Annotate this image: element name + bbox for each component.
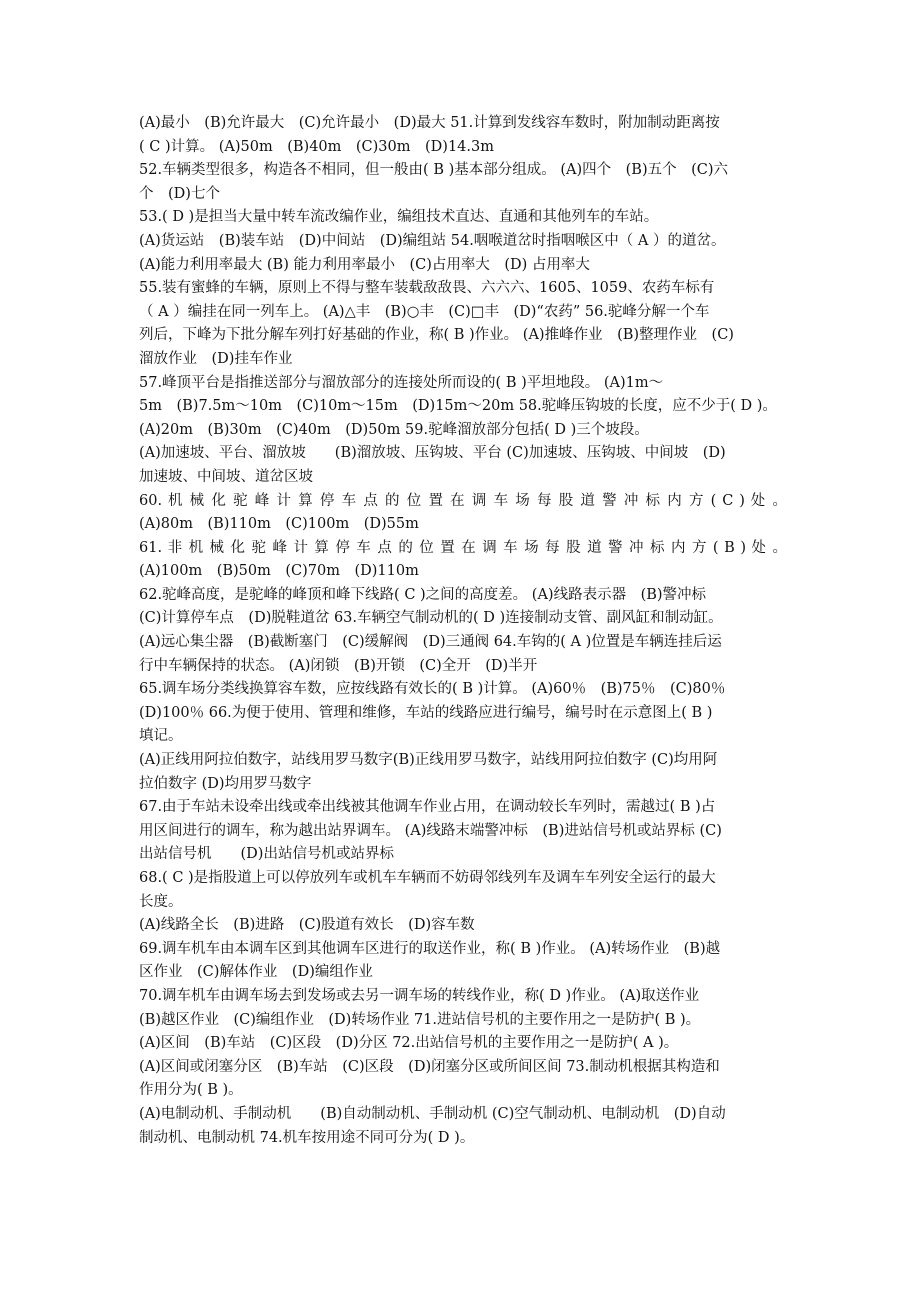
- text-line: 53.( D )是担当大量中转车流改编作业，编组技术直达、直通和其他列车的车站。: [139, 209, 659, 226]
- text-line: 5m (B)7.5m～10m (C)10m～15m (D)15m～20m 58.驼峰压钩坡的长度，应不少于( D )。: [139, 398, 777, 415]
- text-line: (A)80m (B)110m (C)100m (D)55m: [139, 516, 419, 533]
- text-line: 57.峰顶平台是指推送部分与溜放部分的连接处所而设的( B )平坦地段。 (A)1m～: [139, 374, 664, 391]
- text-line: 68.( C )是指股道上可以停放列车或机车车辆而不妨碍邻线列车及调车车列安全运行的最大: [139, 870, 716, 886]
- text-line: 加速坡、中间坡、道岔区坡: [139, 468, 313, 485]
- text-line: (A)区间或闭塞分区 (B)车站 (C)区段 (D)闭塞分区或所间区间 73.制动机根据其构造和: [139, 1058, 720, 1075]
- text-line: 行中车辆保持的状态。 (A)闭锁 (B)开锁 (C)全开 (D)半开: [139, 657, 538, 674]
- text-line: (D)100％ 66.为便于使用、管理和维修，车站的线路应进行编号，编号时在示意图上( B ): [139, 704, 713, 721]
- text-line: 52.车辆类型很多，构造各不相同，但一般由( B )基本部分组成。 (A)四个 (B)五个 (C)六: [139, 162, 729, 179]
- text-line: (C)计算停车点 (D)脱鞋道岔 63.车辆空气制动机的( D )连接制动支管、副风缸和制动缸。: [139, 610, 723, 627]
- text-line: 70.调车机车由调车场去到发场或去另一调车场的转线作业，称( D )作业。 (A)取送作业: [139, 987, 700, 1004]
- text-line: 列后，下峰为下批分解车列打好基础的作业，称( B )作业。 (A)推峰作业 (B)整理作业 (C): [139, 327, 734, 344]
- text-line: 溜放作业 (D)挂车作业: [139, 350, 293, 367]
- text-line: (A)最小 (B)允许最大 (C)允许最小 (D)最大 51.计算到发线容车数时，附加制动距离按: [139, 115, 720, 131]
- text-line: 用区间进行的调车，称为越出站界调车。 (A)线路末端警冲标 (B)进站信号机或站界标 (C): [139, 822, 722, 839]
- text-line: (A)远心集尘器 (B)截断塞门 (C)缓解阀 (D)三通阀 64.车钩的( A )位置是车辆连挂后运: [139, 634, 722, 651]
- text-line: (A)正线用阿拉伯数字，站线用罗马数字(B)正线用罗马数字，站线用阿拉伯数字 (C)均用阿: [139, 752, 718, 769]
- text-line: (A)线路全长 (B)进路 (C)股道有效长 (D)容车数: [139, 917, 475, 934]
- text-line: (A)区间 (B)车站 (C)区段 (D)分区 72.出站信号机的主要作用之一是防护( A )。: [139, 1035, 679, 1052]
- text-line: (A)货运站 (B)装车站 (D)中间站 (D)编组站 54.咽喉道岔时指咽喉区中（ A ）的道岔。: [139, 232, 726, 249]
- text-line: (A)能力利用率最大 (B) 能力利用率最小 (C)占用率大 (D) 占用率大: [139, 256, 590, 273]
- text-line: (B)越区作业 (C)编组作业 (D)转场作业 71.进站信号机的主要作用之一是防护( B )。: [139, 1011, 701, 1028]
- text-line: 制动机、电制动机 74.机车按用途不同可分为( D )。: [139, 1129, 475, 1146]
- text-line: 出站信号机 (D)出站信号机或站界标: [139, 846, 394, 863]
- text-line: 65.调车场分类线换算容车数，应按线路有效长的( B )计算。 (A)60％ (B)75％ (C)80％: [139, 681, 726, 698]
- text-line: (A)电制动机、手制动机 (B)自动制动机、手制动机 (C)空气制动机、电制动机 (D)自动: [139, 1105, 726, 1122]
- text-line: 55.装有蜜蜂的车辆，原则上不得与整车装载敌敌畏、六六六、1605、1059、农药车标有: [139, 280, 715, 297]
- text-line: 区作业 (C)解体作业 (D)编组作业: [139, 964, 373, 981]
- text-line: 61. 非 机 械 化 驼 峰 计 算 停 车 点 的 位 置 在 调 车 场 每 股 道 警 冲 标 内 方 ( B ) 处 。: [139, 539, 787, 556]
- text-line: 作用分为( B )。: [139, 1082, 243, 1099]
- text-line: (A)20m (B)30m (C)40m (D)50m 59.驼峰溜放部分包括( D )三个坡段。: [139, 421, 649, 438]
- text-line: 长度。: [139, 893, 183, 910]
- text-line: （ A ）编挂在同一列车上。 (A)△丰 (B)○丰 (C)□丰 (D)“农药” 56.驼峰分解一个车: [139, 303, 710, 320]
- text-line: 60. 机 械 化 驼 峰 计 算 停 车 点 的 位 置 在 调 车 场 每 股 道 警 冲 标 内 方 ( C ) 处 。: [139, 492, 787, 509]
- text-line: (A)100m (B)50m (C)70m (D)110m: [139, 563, 419, 580]
- text-line: ( C )计算。 (A)50m (B)40m (C)30m (D)14.3m: [139, 138, 494, 155]
- document-body: [139, 112, 787, 1150]
- text-line: 62.驼峰高度，是驼峰的峰顶和峰下线路( C )之间的高度差。 (A)线路表示器 (B)警冲标: [139, 586, 707, 603]
- text-line: 69.调车机车由本调车区到其他调车区进行的取送作业，称( B )作业。 (A)转场作业 (B)越: [139, 940, 721, 957]
- text-line: 拉伯数字 (D)均用罗马数字: [139, 775, 312, 792]
- text-line: 填记。: [139, 728, 183, 745]
- text-line: 67.由于车站未设牵出线或牵出线被其他调车作业占用，在调动较长车列时，需越过( B )占: [139, 799, 716, 816]
- text-line: (A)加速坡、平台、溜放坡 (B)溜放坡、压钩坡、平台 (C)加速坡、压钩坡、中间坡 (D): [139, 445, 726, 462]
- text-line: 个 (D)七个: [139, 185, 220, 202]
